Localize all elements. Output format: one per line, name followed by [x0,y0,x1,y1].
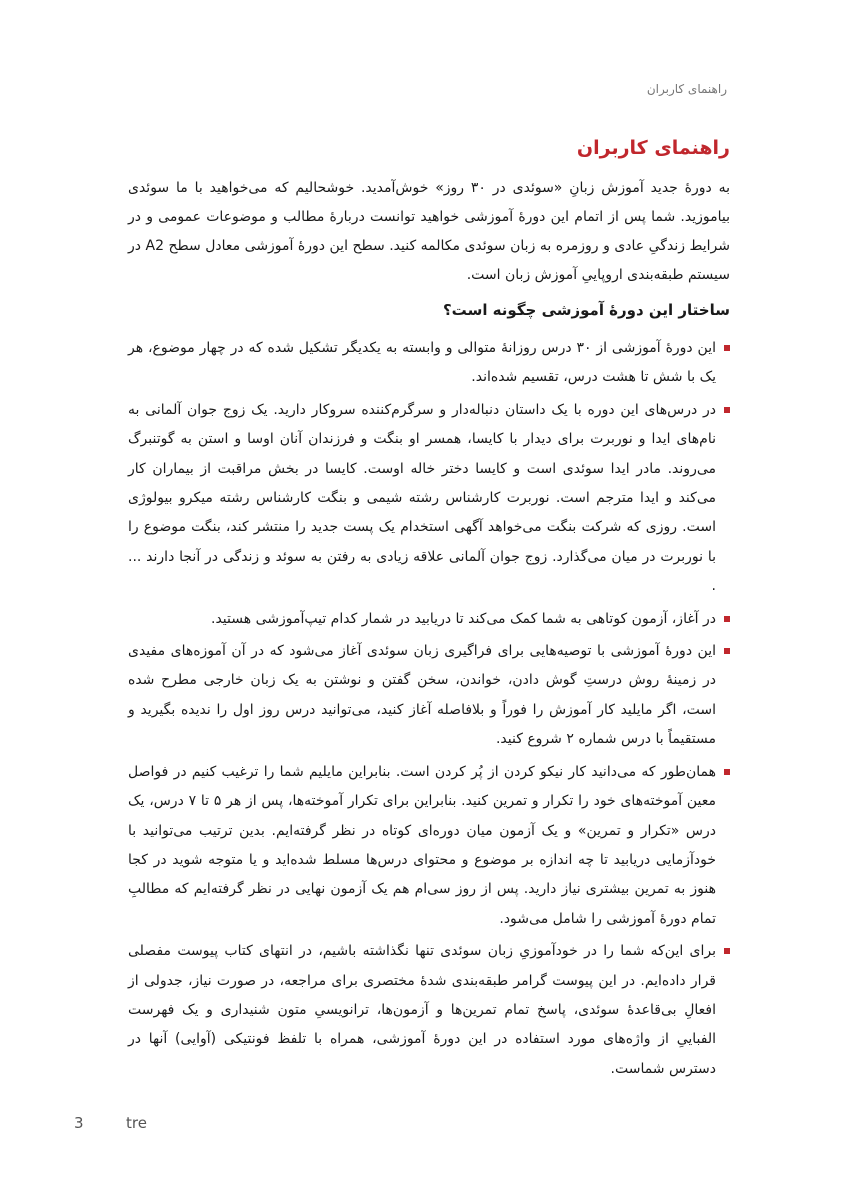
list-item [128,605,730,634]
list-item [128,937,730,1084]
bullet-square-icon [724,648,730,654]
bullet-square-icon [724,948,730,954]
list-item-text: در آغاز، آزمون کوتاهی به شما کمک می‌کند تا دریابید در شمار کدام تیپ‌آموزشی هستید. [211,610,716,627]
bullet-square-icon [724,769,730,775]
intro-paragraph: به دورهٔ جدید آموزش زبانِ «سوئدی در ۳۰ روز» خوش‌آمدید. خوشحالیم که می‌خواهید با ما سوئدی بیاموزید. شما پس از اتمام این دورهٔ آموزشی خواهید توانست دربارهٔ مطالب و موضوعات عمومی و در شرایط زندگیِ عادی و روزمره به زبان سوئدی مکالمه کنید. سطح این دورهٔ آموزشی معادل سطح A2 در سیستم طبقه‌بندی اروپاییِ آموزش زبان است. [128,180,731,283]
page-title: راهنمای کاربران [576,137,730,159]
list-item-text: همان‌طور که می‌دانید کار نیکو کردن از پُر کردن است. بنابراین مایلیم شما را ترغیب کنیم در فواصل معین آموخته‌های خود را تکرار و تمرین کنید. بنابراین برای تکرار آموخته‌ها، پس از هر ۵ تا ۷ درس، یک درس «تکرار و تمرین» و یک آزمون میان دوره‌ای کوتاه در نظر گرفته‌ایم. بدین ترتیب می‌توانید با خودآزمایی دریابید تا چه اندازه بر موضوع و محتوای درس‌ها مسلط شده‌اید و یا متوجه شوید در کجا هنوز به تمرین بیشتری نیاز دارید. پس از روز سی‌ام هم یک آزمون نهایی در نظر گرفته‌ایم که مطالبِ تمام دورهٔ آموزشی را شامل می‌شود. [128,763,716,927]
bullet-list [128,334,730,1084]
bullet-square-icon [724,345,730,351]
list-item [128,758,730,934]
page-content [128,134,730,1087]
list-item [128,334,730,393]
bullet-square-icon [724,616,730,622]
list-item-text: در درس‌های این دوره با یک داستان دنباله‌دار و سرگرم‌کننده سروکار دارید. یک زوج جوان آلمانی به نام‌های ایدا و نوربرت برای دیدار با کایسا، همسر او بنگت و فرزندان آنان اوسا و استن به گوتنبرگ می‌روند. مادر ایدا سوئدی است و کایسا دختر خاله اوست. کایسا در بخش مراقبت از بیماران کار می‌کند و ایدا مترجم است. نوربرت کارشناس رشته شیمی و بنگت کارشناس رشته میکرو بیولوژی است. روزی که شرکت بنگت می‌خواهد آگهی استخدام یک پست جدید را منتشر کند، بنگت موضوع را با نوربرت در میان می‌گذارد. زوج جوان آلمانی علاقه زیادی به رفتن به سوئد و زندگی در آنجا دارند ... . [128,401,716,595]
list-item-text: برای این‌که شما را در خودآموزیِ زبان سوئدی تنها نگذاشته باشیم، در انتهای کتاب پیوست مفصلی قرار داده‌ایم. در این پیوست گرامر طبقه‌بندی شدهٔ مختصری برای مراجعه، در صورت نیاز، جدولی از افعالِ بی‌قاعدهٔ سوئدی، پاسخ تمام تمرین‌ها و آزمون‌ها، ترانویسیِ متون شنیداری و یک فهرست الفباییِ از واژه‌های مورد استفاده در این دورهٔ آموزشی، همراه با تلفظ فونتیکی (آوایی) آنها در دسترس شماست. [128,943,716,1077]
page-number-label: tre [126,1114,147,1132]
list-item [128,396,730,602]
bullet-square-icon [724,407,730,413]
list-item [128,637,730,755]
section-heading: ساختار این دورهٔ آموزشی چگونه است؟ [442,301,730,319]
list-item-text: این دورهٔ آموزشی از ۳۰ درس روزانهٔ متوالی و وابسته به یکدیگر تشکیل شده که در چهار موضوع، هر یک با شش تا هشت درس، تقسیم شده‌اند. [128,340,716,386]
page-number: 3 [74,1114,84,1132]
list-item-text: این دورهٔ آموزشی با توصیه‌هایی برای فراگیری زبان سوئدی آغاز می‌شود که در آن آموزه‌های مفیدی در زمینهٔ روش درستِ گوش دادن، خواندن، سخن گفتن و نوشتن به یک زبان خارجی مطرح شده است، اگر مایلید کار آموزش را فوراً و بلافاصله آغاز کنید، می‌توانید درس روز اول را ندیده بگیرید و مستقیماً با درس شماره ۲ شروع کنید. [128,643,716,748]
running-header: راهنمای کاربران [646,82,727,96]
